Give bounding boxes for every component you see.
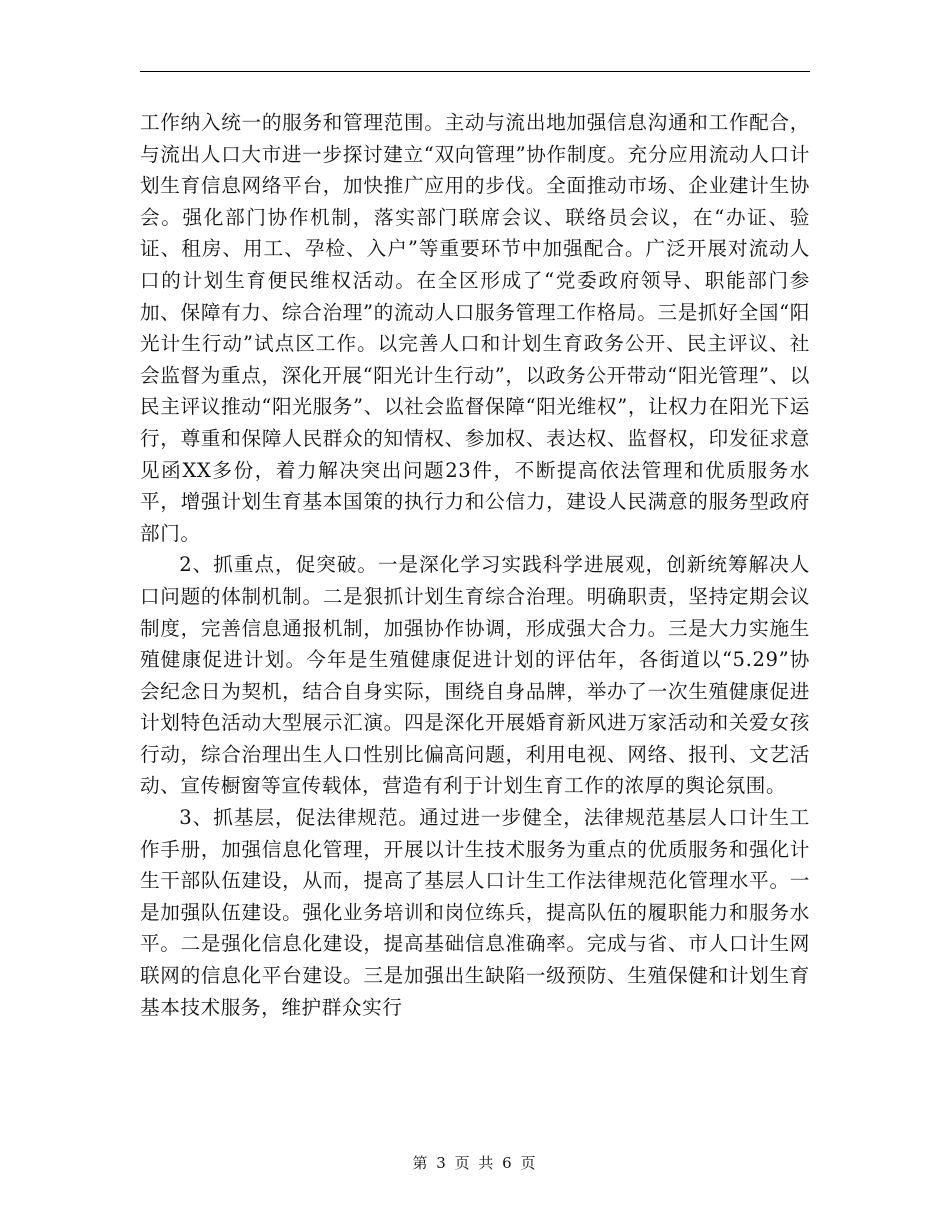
paragraph-continued: 工作纳入统一的服务和管理范围。主动与流出地加强信息沟通和工作配合，与流出人口大市进一步探讨建立“双向管理”协作制度。充分应用流动人口计划生育信息网络平台，加快推广应用的步伐。全面推动市场、企业建计生协会。强化部门协作机制，落实部门联席会议、联络员会议，在“办证、验证、租房、用工、孕检、入户”等重要环节中加强配合。广泛开展对流动人口的计划生育便民维权活动。在全区形成了“党委政府领导、职能部门参加、保障有力、综合治理”的流动人口服务管理工作格局。三是抓好全国“阳光计生行动”试点区工作。以完善人口和计划生育政务公开、民主评议、社会监督为重点，深化开展“阳光计生行动”，以政务公开带动“阳光管理”、以民主评议推动“阳光服务”、以社会监督保障“阳光维权”，让权力在阳光下运行，尊重和保障人民群众的知情权、参加权、表达权、监督权，印发征求意见函XX多份，着力解决突出问题23件，不断提高依法管理和优质服务水平，增强计划生育基本国策的执行力和公信力，建设人民满意的服务型政府部门。 [140, 111, 810, 545]
header-rule [140, 71, 810, 72]
paragraph-section-2: 2、抓重点，促突破。一是深化学习实践科学进展观，创新统筹解决人口问题的体制机制。二是狠抓计划生育综合治理。明确职责，坚持定期会议制度，完善信息通报机制，加强协作协调，形成强大合力。三是大力实施生殖健康促进计划。今年是生殖健康促进计划的评估年，各街道以“5.29”协会纪念日为契机，结合自身实际，围绕自身品牌，举办了一次生殖健康促进计划特色活动大型展示汇演。四是深化开展婚育新风进万家活动和关爱女孩行动，综合治理出生人口性别比偏高问题，利用电视、网络、报刊、文艺活动、宣传橱窗等宣传载体，营造有利于计划生育工作的浓厚的舆论氛围。 [140, 553, 810, 798]
page-number-footer: 第 3 页 共 6 页 [412, 1154, 538, 1172]
paragraph-section-3: 3、抓基层，促法律规范。通过进一步健全，法律规范基层人口计生工作手册，加强信息化管理，开展以计生技术服务为重点的优质服务和强化计生干部队伍建设，从而，提高了基层人口计生工作法律规范化管理水平。一是加强队伍建设。强化业务培训和岗位练兵，提高队伍的履职能力和服务水平。二是强化信息化建设，提高基础信息准确率。完成与省、市人口计生网联网的信息化平台建设。三是加强出生缺陷一级预防、生殖保健和计划生育基本技术服务，维护群众实行 [140, 806, 810, 1019]
document-body [140, 107, 810, 1023]
